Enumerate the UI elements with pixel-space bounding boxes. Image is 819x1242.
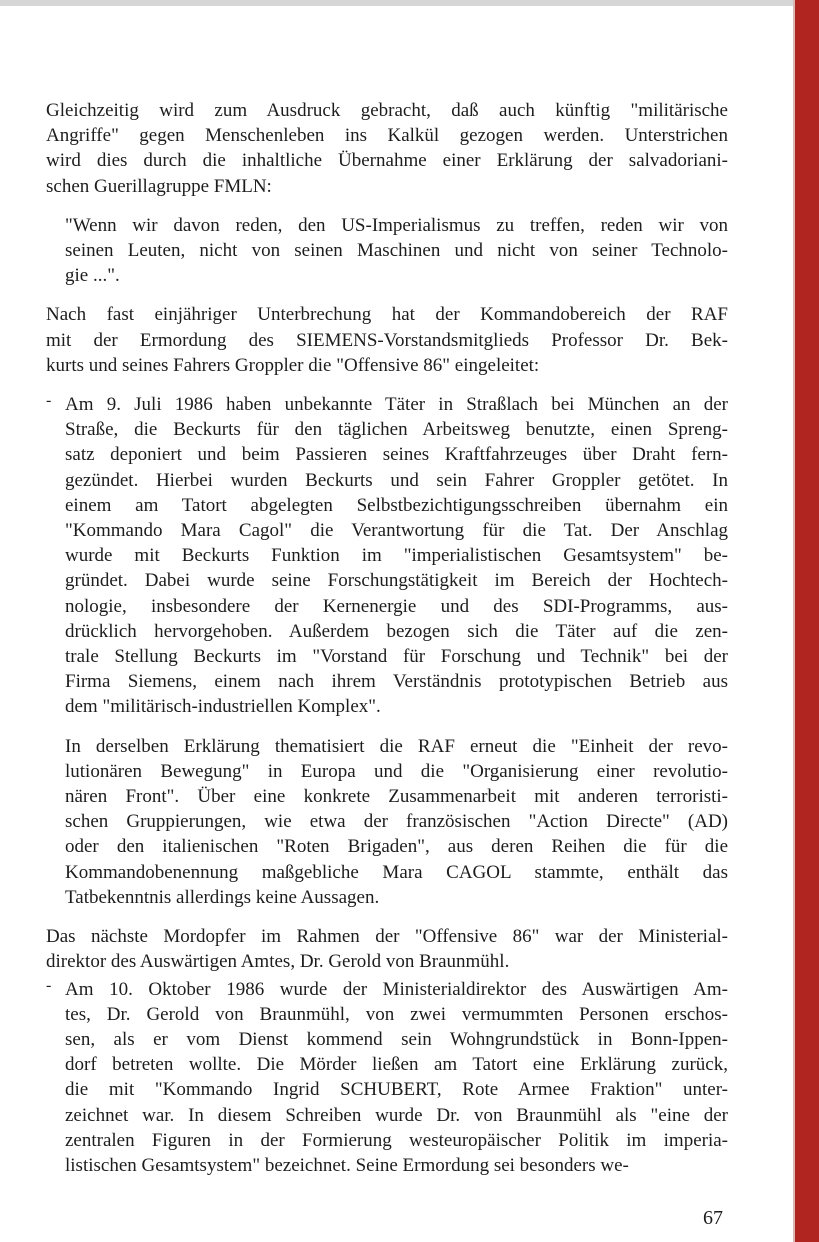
text-line: schen Guerillagruppe FMLN: [46,175,272,197]
text-line: nologie, insbesondere der Kernenergie und des SDI-Programms, aus- [65,595,728,617]
text-line: Straße, die Beckurts für den täglichen Arbeitsweg benutzte, einen Spreng- [65,419,728,441]
text-line: seinen Leuten, nicht von seinen Maschinen und nicht von seiner Technolo- [65,240,728,262]
text-line: Angriffe" gegen Menschenleben ins Kalkül gezogen werden. Unterstrichen [46,125,728,147]
text-line: lutionären Bewegung" in Europa und die "Organisierung einer revolutio- [65,760,728,782]
text-line: Kommandobenennung maßgebliche Mara CAGOL stammte, enthält das [65,861,728,883]
page-body [46,98,728,1178]
text-line: dem "militärisch-industriellen Komplex". [65,696,381,718]
paragraph-offensive-86 [46,302,728,378]
block-quote-fmln [46,213,728,289]
text-line: gezündet. Hierbei wurden Beckurts und sein Fahrer Groppler getötet. In [65,469,728,491]
text-line: drücklich hervorgehoben. Außerdem bezogen sich die Täter auf die zen- [65,620,728,642]
text-line: Am 10. Oktober 1986 wurde der Ministerialdirektor des Auswärtigen Am- [65,978,728,1000]
scan-top-edge [0,0,795,6]
text-line: wird dies durch die inhaltliche Übernahme einer Erklärung der salvadoriani- [46,150,728,172]
text-line: "Wenn wir davon reden, den US-Imperialismus zu treffen, reden wir von [65,214,728,236]
bullet-dash: - [46,392,52,410]
paragraph-intro [46,98,728,199]
text-line: gründet. Dabei wurde seine Forschungstätigkeit im Bereich der Hochtech- [65,570,728,592]
text-line: gie ...". [65,265,120,287]
text-line: mit der Ermordung des SIEMENS-Vorstandsmitglieds Professor Dr. Bek- [46,329,728,351]
text-line: listischen Gesamtsystem" bezeichnet. Seine Ermordung sei besonders we- [65,1154,629,1176]
text-line: satz deponiert und beim Passieren seines Kraftfahrzeuges über Draht fern- [65,444,728,466]
text-line: Am 9. Juli 1986 haben unbekannte Täter in Straßlach bei München an der [65,394,728,416]
paragraph-braunmuehl-intro [46,924,728,974]
text-line: zeichnet war. In diesem Schreiben wurde Dr. von Braunmühl als "eine der [65,1104,728,1126]
list-item-braunmuehl [46,977,728,1179]
text-line: sen, als er vom Dienst kommend sein Wohngrundstück in Bonn-Ippen- [65,1028,728,1050]
text-line: direktor des Auswärtigen Amtes, Dr. Gerold von Braunmühl. [46,951,510,973]
text-line: Gleichzeitig wird zum Ausdruck gebracht, daß auch künftig "militärische [46,100,728,121]
text-line: zentralen Figuren in der Formierung westeuropäischer Politik im imperia- [65,1129,728,1151]
red-binding-edge [795,0,819,1242]
text-line: Nach fast einjähriger Unterbrechung hat der Kommandobereich der RAF [46,304,728,326]
bullet-dash: - [46,976,52,994]
text-line: Firma Siemens, einem nach ihrem Verständnis prototypischen Betrieb aus [65,671,728,693]
text-line: einem am Tatort abgelegten Selbstbezichtigungsschreiben übernahm ein [65,494,728,516]
text-line: die mit "Kommando Ingrid SCHUBERT, Rote Armee Fraktion" unter- [65,1079,728,1101]
text-line: schen Gruppierungen, wie etwa der französischen "Action Directe" (AD) [65,811,728,833]
list-item-text [65,392,728,720]
text-line: Das nächste Mordopfer im Rahmen der "Offensive 86" war der Ministerial- [46,926,728,948]
text-line: nären Front". Über eine konkrete Zusammenarbeit mit anderen terroristi- [65,786,728,808]
text-line: Tatbekenntnis allerdings keine Aussagen. [65,886,380,908]
list-item-continuation [46,734,728,910]
text-line: kurts und seines Fahrers Groppler die "Offensive 86" eingeleitet: [46,354,540,376]
list-item-text [65,734,728,910]
text-line: tes, Dr. Gerold von Braunmühl, von zwei vermummten Personen erschos- [65,1003,728,1025]
text-line: dorf betreten wollte. Die Mörder ließen am Tatort eine Erklärung zurück, [65,1054,728,1076]
list-item-text [65,977,728,1179]
page-number: 67 [703,1207,723,1229]
text-line: In derselben Erklärung thematisiert die RAF erneut die "Einheit der revo- [65,735,728,757]
text-line: wurde mit Beckurts Funktion im "imperialistischen Gesamtsystem" be- [65,545,728,567]
list-item-beckurts [46,392,728,720]
text-line: oder den italienischen "Roten Brigaden", aus deren Reihen die für die [65,836,728,858]
text-line: trale Stellung Beckurts im "Vorstand für Forschung und Technik" bei der [65,646,728,668]
text-line: "Kommando Mara Cagol" die Verantwortung für die Tat. Der Anschlag [65,520,728,542]
